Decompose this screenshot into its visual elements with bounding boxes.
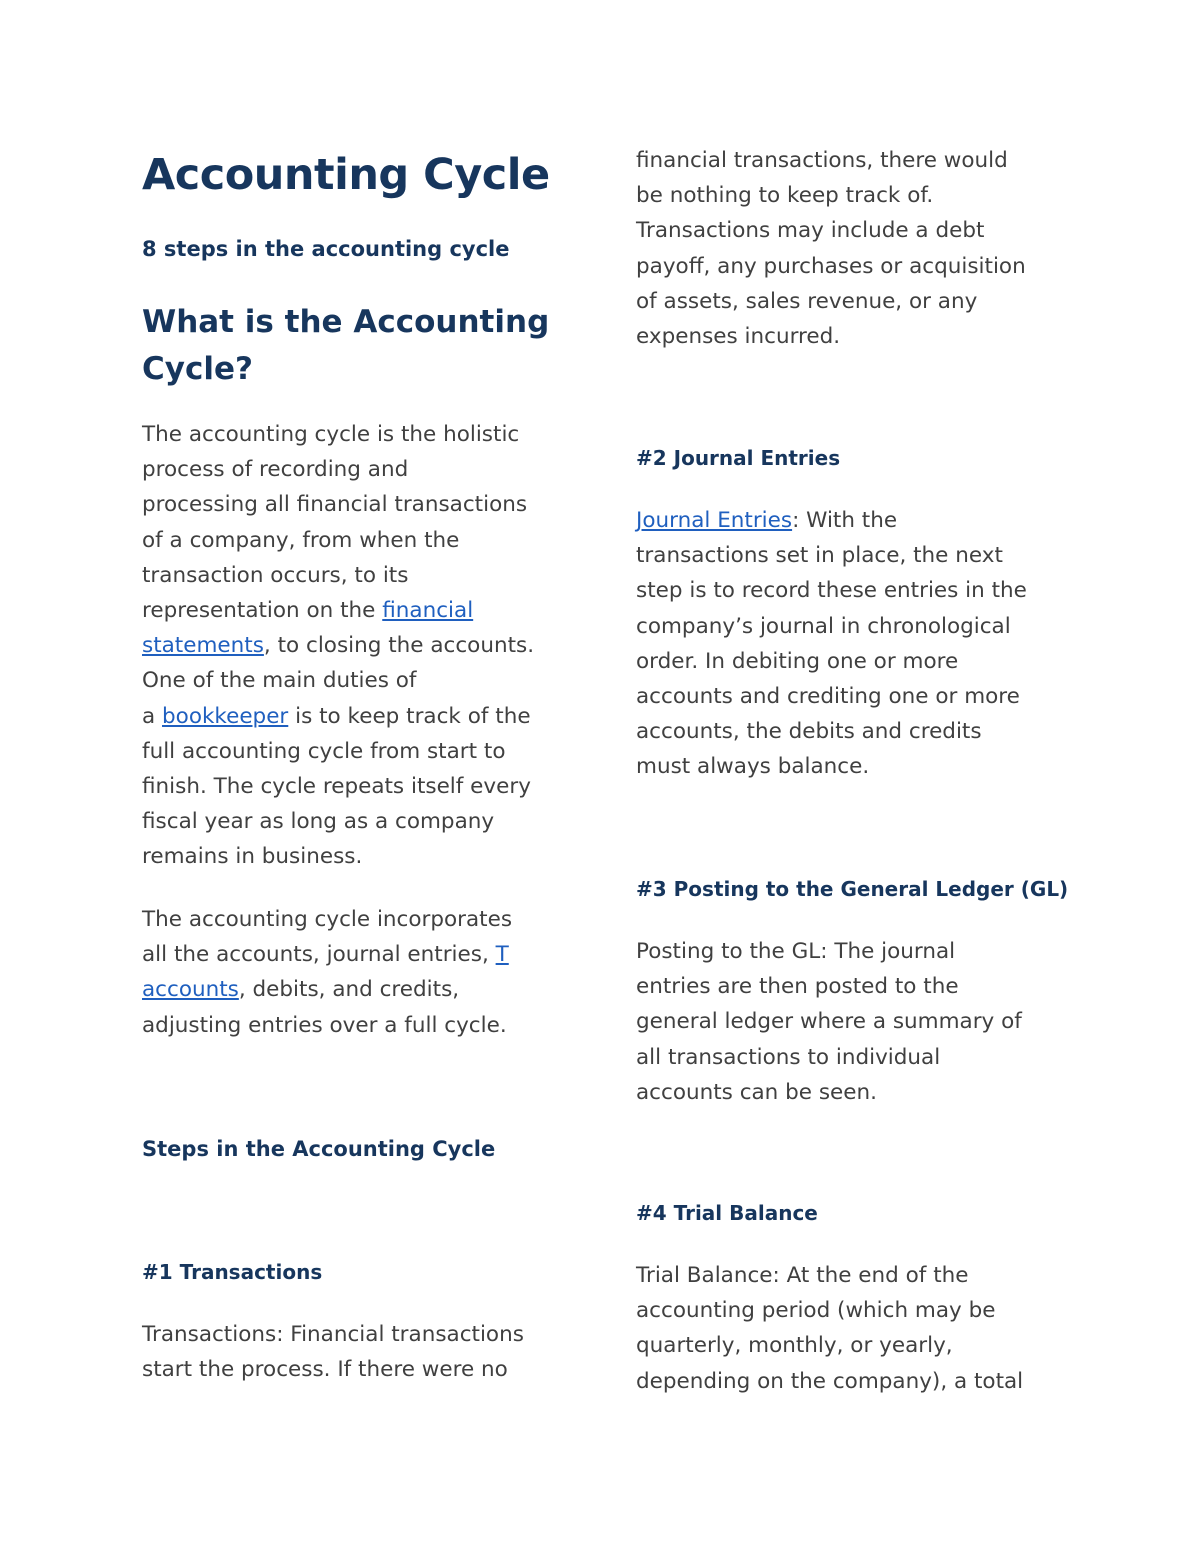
text-line: One of the main duties of	[142, 668, 417, 694]
text-line: financial transactions, there would	[636, 148, 1008, 173]
text-line: transaction occurs, to its	[142, 562, 409, 588]
financial-statements-link[interactable]: financial	[382, 598, 474, 624]
steps-heading: Steps in the Accounting Cycle	[142, 1137, 496, 1161]
text-line: start the process. If there were no	[142, 1357, 508, 1383]
text-line: The accounting cycle incorporates	[142, 907, 513, 932]
text-line	[142, 628, 534, 663]
text-line	[142, 593, 534, 628]
bookkeeper-link[interactable]: bookkeeper	[162, 703, 289, 729]
text-line: order. In debiting one or more	[636, 648, 959, 674]
heading-line: What is the Accounting	[142, 304, 550, 340]
step1-heading: #1 Transactions	[142, 1260, 323, 1284]
text-line: payoff, any purchases or acquisition	[636, 253, 1026, 279]
heading-line: Cycle?	[142, 351, 253, 387]
step3-paragraph	[636, 934, 1022, 1110]
step1-continued-paragraph	[636, 143, 1026, 354]
text-line: Posting to the GL: The journal	[636, 939, 956, 964]
text-line	[636, 503, 1027, 538]
document-title: Accounting Cycle	[142, 150, 550, 200]
incorporates-paragraph	[142, 902, 512, 1043]
text-line: The accounting cycle is the holistic	[142, 422, 520, 447]
text-segment: a	[142, 703, 163, 729]
text-line: of a company, from when the	[142, 527, 460, 553]
text-segment: is to keep track of the	[288, 703, 531, 729]
step2-paragraph	[636, 503, 1027, 785]
text-line: depending on the company), a total	[636, 1368, 1024, 1394]
text-line: of assets, sales revenue, or any	[636, 288, 978, 314]
step4-paragraph	[636, 1258, 1023, 1399]
text-line: quarterly, monthly, or yearly,	[636, 1333, 953, 1359]
text-segment: : With the	[792, 508, 898, 533]
step4-heading: #4 Trial Balance	[636, 1201, 818, 1225]
text-line: Transactions: Financial transactions	[142, 1322, 524, 1347]
text-line: transactions set in place, the next	[636, 543, 1003, 569]
text-line: Trial Balance: At the end of the	[636, 1263, 969, 1288]
text-line	[142, 972, 512, 1007]
text-line: Transactions may include a debt	[636, 218, 985, 244]
text-line: company’s journal in chronological	[636, 613, 1011, 639]
text-line: be nothing to keep track of.	[636, 183, 934, 209]
step2-heading: #2 Journal Entries	[636, 446, 841, 470]
document-subtitle: 8 steps in the accounting cycle	[142, 237, 510, 261]
text-line: remains in business.	[142, 844, 363, 870]
t-accounts-link-cont[interactable]: accounts	[142, 977, 239, 1003]
text-line: must always balance.	[636, 754, 870, 780]
text-line: general ledger where a summary of	[636, 1009, 1022, 1035]
text-line: accounts can be seen.	[636, 1079, 877, 1105]
intro-paragraph	[142, 417, 534, 875]
text-line: process of recording and	[142, 457, 409, 483]
text-segment: representation on the	[142, 598, 383, 624]
text-segment: , to closing the accounts.	[263, 633, 535, 659]
text-line: accounting period (which may be	[636, 1298, 996, 1324]
text-line: accounts and crediting one or more	[636, 684, 1020, 710]
text-line: processing all financial transactions	[142, 492, 528, 518]
text-line: step is to record these entries in the	[636, 578, 1027, 604]
text-line	[142, 937, 512, 972]
text-line: full accounting cycle from start to	[142, 738, 506, 764]
step1-paragraph	[142, 1317, 524, 1387]
journal-entries-link[interactable]: Journal Entries	[636, 508, 793, 533]
text-line: expenses incurred.	[636, 324, 841, 350]
text-line: all transactions to individual	[636, 1044, 941, 1070]
text-line: accounts, the debits and credits	[636, 719, 982, 745]
text-line: adjusting entries over a full cycle.	[142, 1012, 507, 1038]
financial-statements-link-cont[interactable]: statements	[142, 633, 264, 659]
text-segment: , debits, and credits,	[238, 977, 460, 1003]
text-line: finish. The cycle repeats itself every	[142, 774, 531, 800]
section-heading-what-is	[142, 299, 549, 393]
text-line: entries are then posted to the	[636, 974, 959, 1000]
step3-heading: #3 Posting to the General Ledger (GL)	[636, 877, 1069, 901]
t-accounts-link[interactable]: T	[495, 942, 509, 968]
text-line: fiscal year as long as a company	[142, 809, 495, 835]
text-line	[142, 699, 534, 734]
text-segment: all the accounts, journal entries,	[142, 942, 496, 968]
